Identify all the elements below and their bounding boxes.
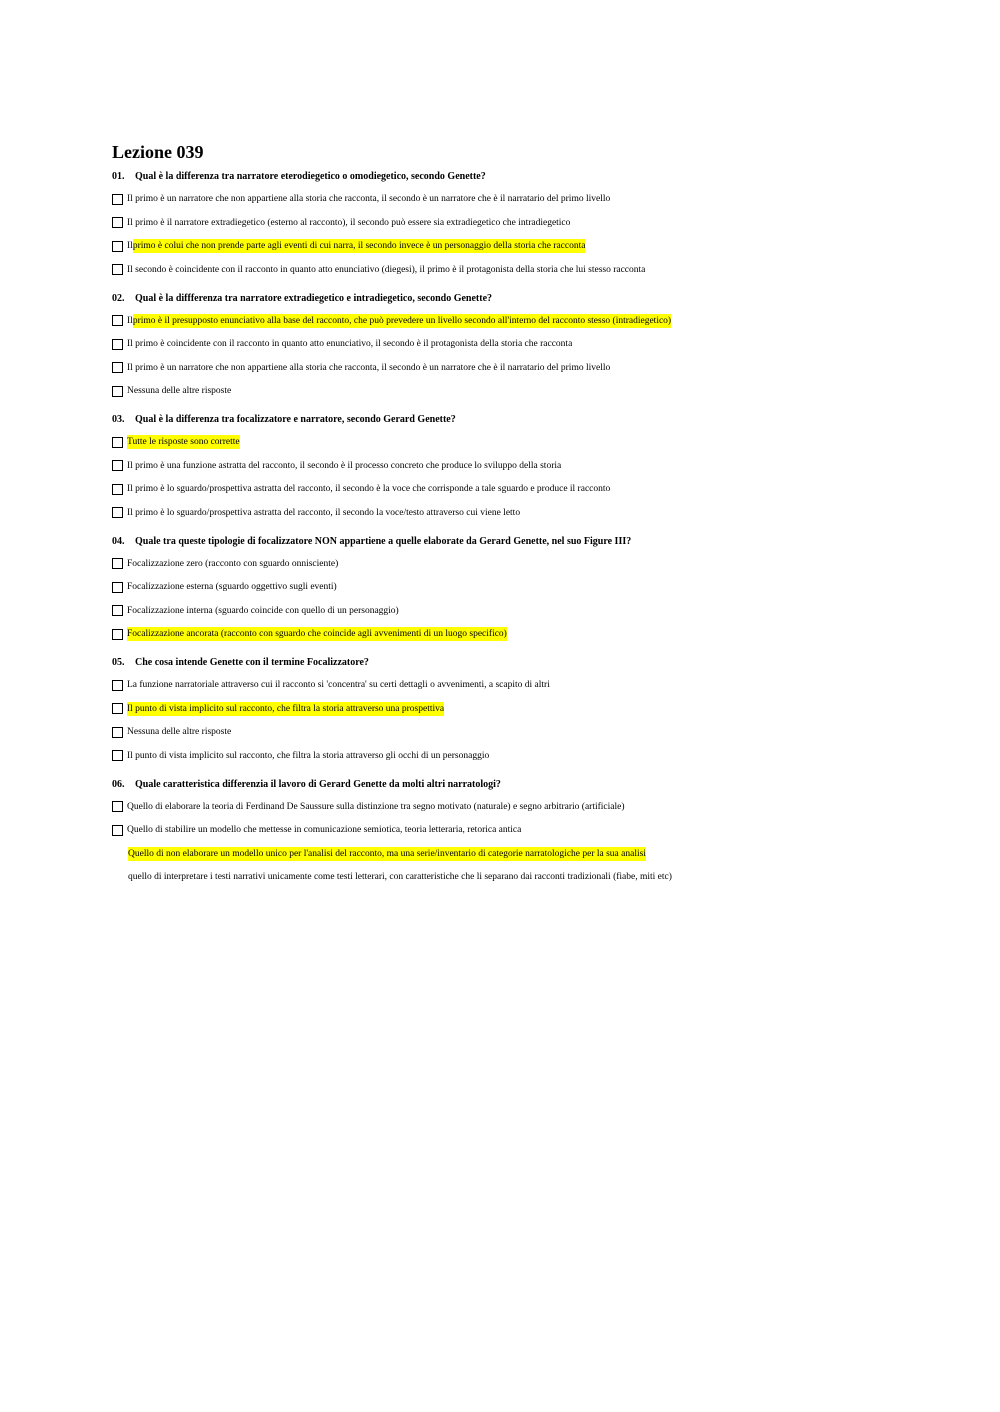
answer-prefix: Il — [127, 315, 133, 326]
answer-text: Nessuna delle altre risposte — [127, 386, 232, 396]
answer-text: Quello di elaborare la teoria di Ferdinand De Saussure sulla distinzione tra segno motivato (naturale) e segno arbitrario (artificiale) — [127, 801, 625, 812]
answer-option[interactable] — [112, 749, 872, 763]
highlighted-answer-text: primo è colui che non prende parte agli eventi di cui narra, il secondo invece è un personaggio della storia che racconta — [132, 241, 586, 251]
checkbox[interactable] — [112, 825, 123, 836]
checkbox[interactable] — [112, 484, 123, 495]
checkbox[interactable] — [112, 386, 123, 397]
checkbox[interactable] — [112, 629, 123, 640]
answer-option[interactable] — [112, 800, 872, 814]
answer-text: La funzione narratoriale attraverso cui il racconto si 'concentra' su certi dettagli o avvenimenti, a scapito di altri — [127, 680, 550, 690]
question-text: Qual è la differenza tra focalizzatore e narratore, secondo Gerard Genette? — [135, 414, 456, 425]
question-number: 04. — [112, 535, 125, 547]
checkbox[interactable] — [112, 315, 123, 326]
answer-option[interactable] — [112, 216, 872, 230]
answer-text: Il primo è coincidente con il racconto in quanto atto enunciativo, il secondo è il protagonista della storia che racconta — [127, 339, 573, 349]
checkbox[interactable] — [112, 194, 123, 205]
question-04 — [112, 535, 872, 549]
answer-text: Il primo è un narratore che non appartiene alla storia che racconta, il secondo è un narratore che è il narratario del primo livello — [127, 362, 611, 373]
answer-option-correct[interactable] — [112, 627, 872, 641]
answer-text: Focalizzazione interna (sguardo coincide con quello di un personaggio) — [127, 605, 399, 616]
answer-option[interactable] — [112, 604, 872, 618]
checkbox[interactable] — [112, 801, 123, 812]
question-number: 03. — [112, 414, 125, 425]
checkbox[interactable] — [112, 507, 123, 518]
answer-option-correct[interactable] — [112, 435, 872, 449]
answer-option[interactable] — [112, 870, 872, 884]
question-text: Che cosa intende Genette con il termine Focalizzatore? — [135, 657, 369, 668]
answer-option-correct[interactable] — [112, 702, 872, 716]
lesson-title: Lezione 039 — [112, 142, 204, 162]
answer-option[interactable] — [112, 482, 872, 496]
answer-text: Il secondo è coincidente con il racconto in quanto atto enunciativo (diegesi), il primo è il protagonista della storia che lui stesso racconta — [127, 264, 646, 275]
highlighted-answer-text: Tutte le risposte sono corrette — [127, 437, 240, 447]
question-number: 05. — [112, 657, 125, 668]
answer-option-correct[interactable] — [112, 314, 872, 328]
checkbox[interactable] — [112, 605, 123, 616]
question-block-01 — [112, 170, 872, 277]
answer-option[interactable] — [112, 725, 872, 739]
answer-text: Il primo è lo sguardo/prospettiva astratta del racconto, il secondo la voce/testo attraverso cui viene letto — [127, 507, 521, 518]
answer-option-correct[interactable] — [112, 239, 872, 253]
checkbox[interactable] — [112, 703, 123, 714]
highlighted-answer-text: primo è il presupposto enunciativo alla base del racconto, che può prevedere un livello secondo all'interno del racconto stesso (intradiegetico) — [132, 315, 672, 326]
answer-option[interactable] — [112, 580, 872, 594]
highlighted-answer-text: Il punto di vista implicito sul racconto, che filtra la storia attraverso una prospettiva — [127, 703, 445, 714]
question-02 — [112, 292, 872, 306]
question-05 — [112, 656, 872, 670]
question-block-05 — [112, 656, 872, 763]
question-06 — [112, 778, 872, 792]
answer-option[interactable] — [112, 557, 872, 571]
answer-text: Il primo è una funzione astratta del racconto, il secondo è il processo concreto che produce lo sviluppo della storia — [127, 460, 562, 471]
answer-text: Quello di stabilire un modello che mettesse in comunicazione semiotica, teoria letteraria, retorica antica — [127, 825, 522, 835]
highlighted-answer-text: Focalizzazione ancorata (racconto con sguardo che coincide agli avvenimenti di un luogo specifico) — [127, 629, 507, 639]
question-block-06 — [112, 778, 872, 885]
answer-option[interactable] — [112, 192, 872, 206]
highlighted-answer-text: Quello di non elaborare un modello unico per l'analisi del racconto, ma una serie/inventario di categorie narratologiche per la sua analisi — [128, 848, 646, 859]
question-number: 02. — [112, 292, 125, 304]
answer-option[interactable] — [112, 263, 872, 277]
answer-option[interactable] — [112, 459, 872, 473]
checkbox[interactable] — [112, 582, 123, 593]
answer-text: Il primo è il narratore extradiegetico (esterno al racconto), il secondo può essere sia extradiegetico che intradiegetico — [127, 217, 571, 228]
answer-prefix: Il — [127, 241, 133, 251]
checkbox[interactable] — [112, 558, 123, 569]
answer-option[interactable] — [112, 678, 872, 692]
answer-text: Il primo è un narratore che non appartiene alla storia che racconta, il secondo è un narratore che è il narratario del primo livello — [127, 194, 611, 204]
question-text: Quale tra queste tipologie di focalizzatore NON appartiene a quelle elaborate da Gerard Genette, nel suo Figure III? — [135, 535, 632, 547]
question-text: Qual è la diffferenza tra narratore extradiegetico e intradiegetico, secondo Genette? — [135, 292, 493, 304]
question-block-03 — [112, 413, 872, 520]
checkbox[interactable] — [112, 339, 123, 350]
answer-option[interactable] — [112, 506, 872, 520]
answer-text: quello di interpretare i testi narrativi unicamente come testi letterari, con caratteristiche che li separano dai racconti tradizionali (fiabe, miti etc) — [128, 872, 672, 882]
checkbox[interactable] — [112, 727, 123, 738]
answer-option-correct[interactable] — [112, 847, 872, 861]
answer-option[interactable] — [112, 384, 872, 398]
question-03 — [112, 413, 872, 427]
checkbox[interactable] — [112, 750, 123, 761]
checkbox[interactable] — [112, 460, 123, 471]
answer-text: Nessuna delle altre risposte — [127, 727, 232, 737]
question-text: Qual è la differenza tra narratore eterodiegetico o omodiegetico, secondo Genette? — [135, 171, 486, 182]
answer-option[interactable] — [112, 823, 872, 837]
checkbox[interactable] — [112, 241, 123, 252]
answer-text: Il punto di vista implicito sul racconto, che filtra la storia attraverso gli occhi di un personaggio — [127, 750, 490, 761]
question-block-02 — [112, 292, 872, 399]
answer-text: Focalizzazione esterna (sguardo oggettivo sugli eventi) — [127, 582, 337, 592]
answer-option[interactable] — [112, 337, 872, 351]
question-number: 01. — [112, 171, 125, 182]
answer-text: Focalizzazione zero (racconto con sguardo onnisciente) — [127, 558, 339, 569]
question-text: Quale caratteristica differenzia il lavoro di Gerard Genette da molti altri narratologi? — [135, 778, 501, 790]
checkbox[interactable] — [112, 437, 123, 448]
question-block-04 — [112, 535, 872, 642]
question-number: 06. — [112, 778, 125, 790]
answer-option[interactable] — [112, 361, 872, 375]
document-page — [112, 140, 872, 899]
checkbox[interactable] — [112, 362, 123, 373]
question-01 — [112, 170, 872, 184]
checkbox[interactable] — [112, 217, 123, 228]
answer-text: Il primo è lo sguardo/prospettiva astratta del racconto, il secondo è la voce che corrisponde a tale sguardo e produce il racconto — [127, 484, 611, 494]
checkbox[interactable] — [112, 264, 123, 275]
checkbox[interactable] — [112, 680, 123, 691]
